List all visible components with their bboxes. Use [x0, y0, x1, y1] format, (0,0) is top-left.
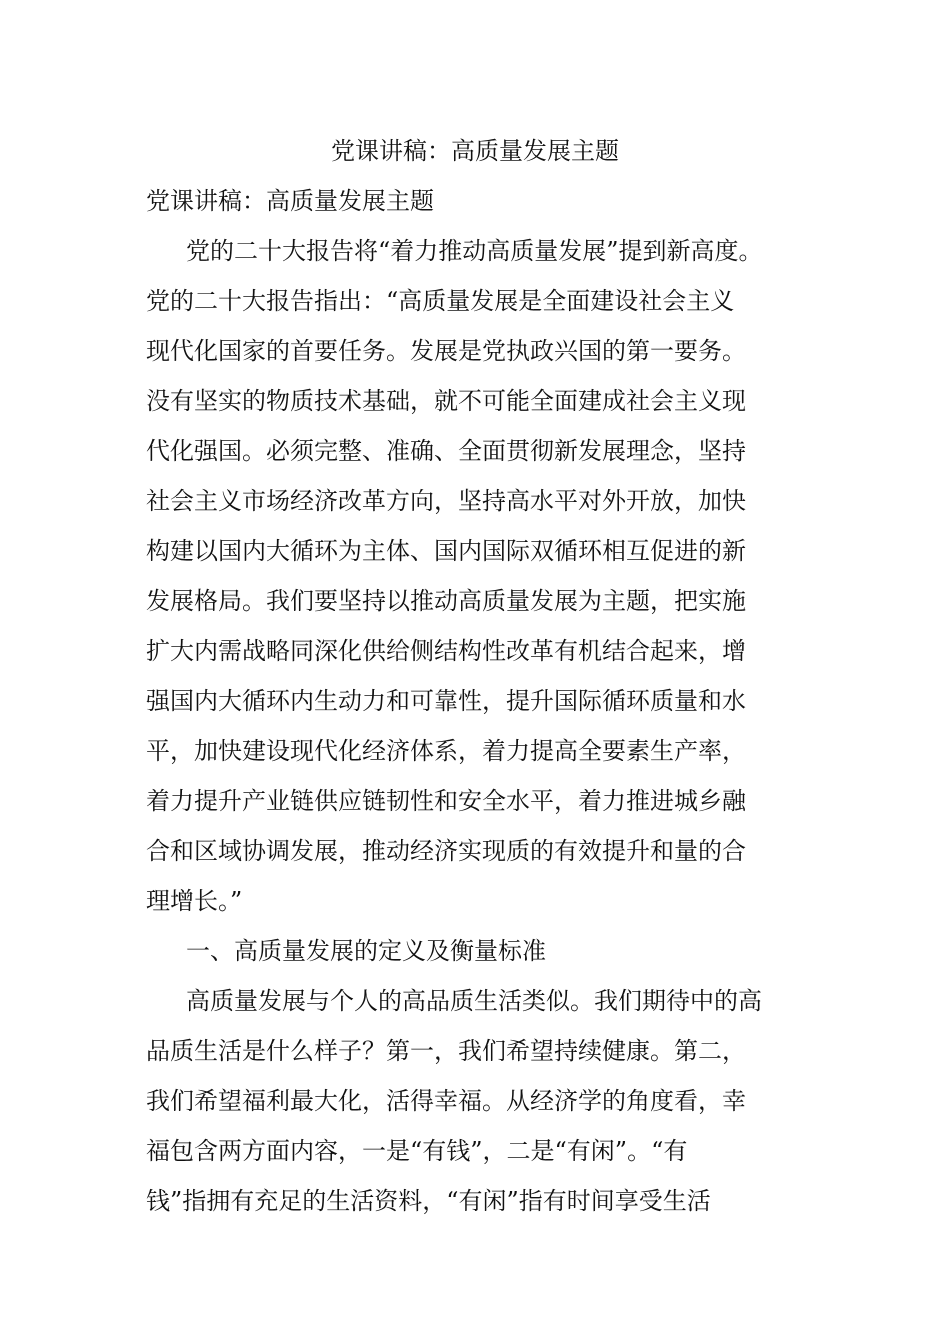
- paragraph-line: 着力提升产业链供应链韧性和安全水平，着力推进城乡融: [146, 787, 746, 815]
- paragraph-line: 党的二十大报告将“着力推动高质量发展”提到新高度。: [186, 237, 763, 265]
- paragraph-line: 钱”指拥有充足的生活资料，“有闲”指有时间享受生活: [146, 1187, 711, 1215]
- section-heading: 一、高质量发展的定义及衡量标准: [186, 937, 546, 965]
- paragraph-line: 合和区域协调发展，推动经济实现质的有效提升和量的合: [146, 837, 746, 865]
- paragraph-line: 发展格局。我们要坚持以推动高质量发展为主题，把实施: [146, 587, 746, 615]
- paragraph-line: 代化强国。必须完整、准确、全面贯彻新发展理念，坚持: [146, 437, 746, 465]
- paragraph-line: 没有坚实的物质技术基础，就不可能全面建成社会主义现: [146, 387, 746, 415]
- document-subtitle: 党课讲稿：高质量发展主题: [146, 187, 434, 215]
- paragraph-line: 扩大内需战略同深化供给侧结构性改革有机结合起来，增: [146, 637, 746, 665]
- paragraph-line: 平，加快建设现代化经济体系，着力提高全要素生产率，: [146, 737, 746, 765]
- paragraph-line: 党的二十大报告指出：“高质量发展是全面建设社会主义: [146, 287, 735, 315]
- document-title: 党课讲稿：高质量发展主题: [331, 137, 619, 165]
- paragraph-line: 构建以国内大循环为主体、国内国际双循环相互促进的新: [146, 537, 746, 565]
- paragraph-line: 强国内大循环内生动力和可靠性，提升国际循环质量和水: [146, 687, 746, 715]
- paragraph-line: 品质生活是什么样子？第一，我们希望持续健康。第二，: [146, 1037, 746, 1065]
- paragraph-line: 理增长。”: [146, 887, 243, 915]
- paragraph-line: 我们希望福利最大化，活得幸福。从经济学的角度看，幸: [146, 1087, 746, 1115]
- paragraph-line: 高质量发展与个人的高品质生活类似。我们期待中的高: [186, 987, 762, 1015]
- paragraph-line: 现代化国家的首要任务。发展是党执政兴国的第一要务。: [146, 337, 746, 365]
- paragraph-line: 福包含两方面内容，一是“有钱”，二是“有闲”。“有: [146, 1137, 688, 1165]
- paragraph-line: 社会主义市场经济改革方向，坚持高水平对外开放，加快: [146, 487, 746, 515]
